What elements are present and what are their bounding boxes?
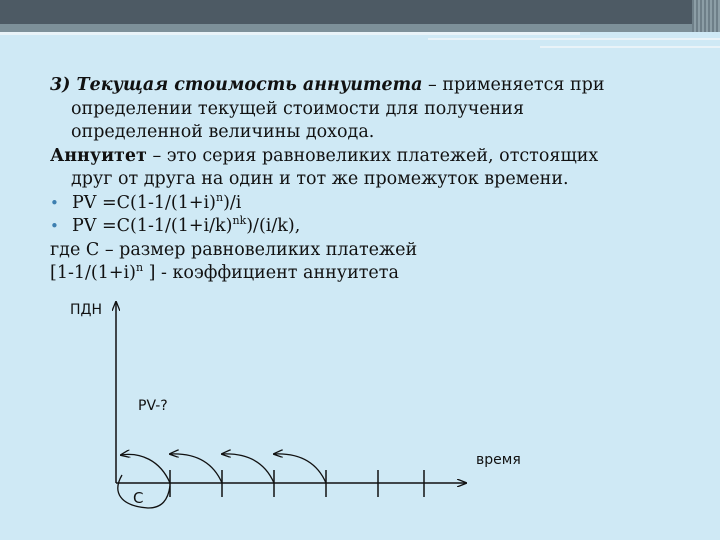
- coefficient-exponent: n: [135, 261, 144, 275]
- formula-text: )/(i/k),: [246, 216, 301, 236]
- section-heading: 3) Текущая стоимость аннуитета: [50, 75, 423, 95]
- discount-arrow: [121, 454, 170, 483]
- formula-exponent: nk: [232, 214, 247, 228]
- pv-label: PV-?: [138, 398, 168, 414]
- definition-text: – это серия равновеликих платежей, отстоящих: [146, 145, 599, 166]
- discount-arrow: [274, 454, 326, 483]
- bullet-icon: •: [50, 193, 59, 212]
- definition-term: Аннуитет: [50, 145, 147, 166]
- coefficient-text: [1-1/(1+i): [50, 263, 136, 283]
- heading-continuation: определенной величины дохода.: [71, 122, 375, 142]
- formula-text: )/i: [223, 192, 242, 213]
- payment-label: С: [133, 489, 144, 507]
- where-line: где С – размер равновеликих платежей: [50, 239, 418, 260]
- x-axis-label: время: [476, 452, 521, 468]
- discount-arrow: [222, 454, 274, 483]
- payment-arc: [118, 475, 170, 508]
- bullet-icon: •: [50, 217, 59, 235]
- coefficient-text: ] - коэффициент аннуитета: [143, 263, 399, 283]
- definition-continuation: друг от друга на один и тот же промежуток времени.: [71, 169, 569, 189]
- formula-text: PV =C(1-1/(1+i): [72, 192, 216, 213]
- y-axis-label: ПДН: [70, 302, 102, 318]
- discount-arrows: [121, 454, 326, 483]
- formula-exponent: n: [215, 190, 224, 204]
- discount-arrow: [170, 454, 222, 483]
- formula-text: PV =C(1-1/(1+i/k): [72, 216, 233, 236]
- heading-rest: – применяется при: [422, 75, 605, 95]
- heading-continuation: определении текущей стоимости для получения: [71, 98, 524, 119]
